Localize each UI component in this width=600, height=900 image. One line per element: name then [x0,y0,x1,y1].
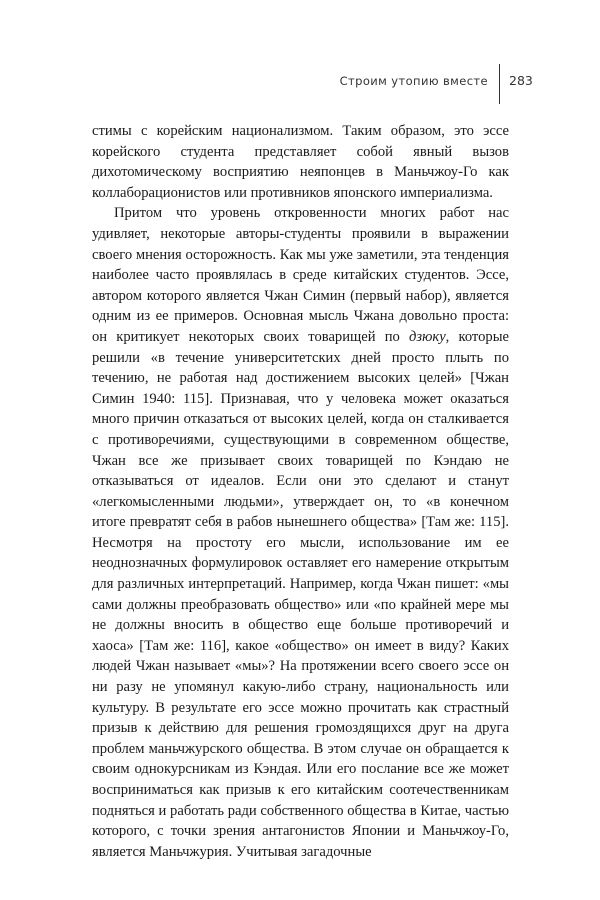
italic-term: дзюку [409,328,446,345]
running-head-title: Строим утопию вместе [339,74,488,88]
header-divider [499,64,500,104]
paragraph-2-part-a: Притом что уровень откровенности многих работ нас удивляет, некоторые авторы-студенты проявили в выражении своего мнения осторожность. Как мы уже заметили, эта тенденция наиболее часто проявлялась в среде китайских студентов. Эссе, автором которого является Чжан Симин (первый набор), является одним из ее примеров. Основная мысль Чжана довольно проста: он критикует некоторых своих товарищей по [92,205,509,345]
paragraph-1: стимы с корейским национализмом. Таким образом, это эссе корейского студента представляет собой явный вызов дихотомическому восприятию неяпонцев в Маньчжоу-Го как коллаборационистов или противников японского империализма. [92,123,509,201]
paragraph-2-part-b: , которые решили «в течение университетских дней просто плыть по течению, не работая над достижением высоких целей» [Чжан Симин 1940: 115]. Признавая, что у человека может оказаться много причин отказаться от высоких целей, когда он сталкивается с противоречиями, существующими в современном обществе, Чжан все же призывает своих товарищей по Кэндаю не отказываться от идеалов. Если они это сделают и станут «легкомысленными людьми», утверждает он, то «в конечном итоге превратят себя в рабов нынешнего общества» [Там же: 115]. Несмотря на простоту его мысли, использование им ее неоднозначных формулировок оставляет его намерение открытым для различных интерпретаций. Например, когда Чжан пишет: «мы сами должны преобразовать общество» или «по крайней мере мы не должны вносить в общество еще больше противоречий и хаоса» [Там же: 116], какое «общество» он имеет в виду? Каких людей Чжан называет «мы»? На протяжении всего своего эссе он ни разу не упомянул какую-либо страну, национальность или культуру. В результате его эссе можно прочитать как страстный призыв к действию для решения громоздящихся друг на друга проблем маньчжурского общества. В этом случае он обращается к своим однокурсникам из Кэндая. Или его послание все же может восприниматься как призыв к его китайским соотечественникам подняться и работать ради собственного общества в Китае, частью которого, с точки зрения антагонистов Японии и Маньчжоу-Го, является Маньчжурия. Учитывая загадочные [92,328,509,860]
body-text [92,121,509,862]
page-number: 283 [509,73,533,88]
paragraph-2 [92,203,509,862]
